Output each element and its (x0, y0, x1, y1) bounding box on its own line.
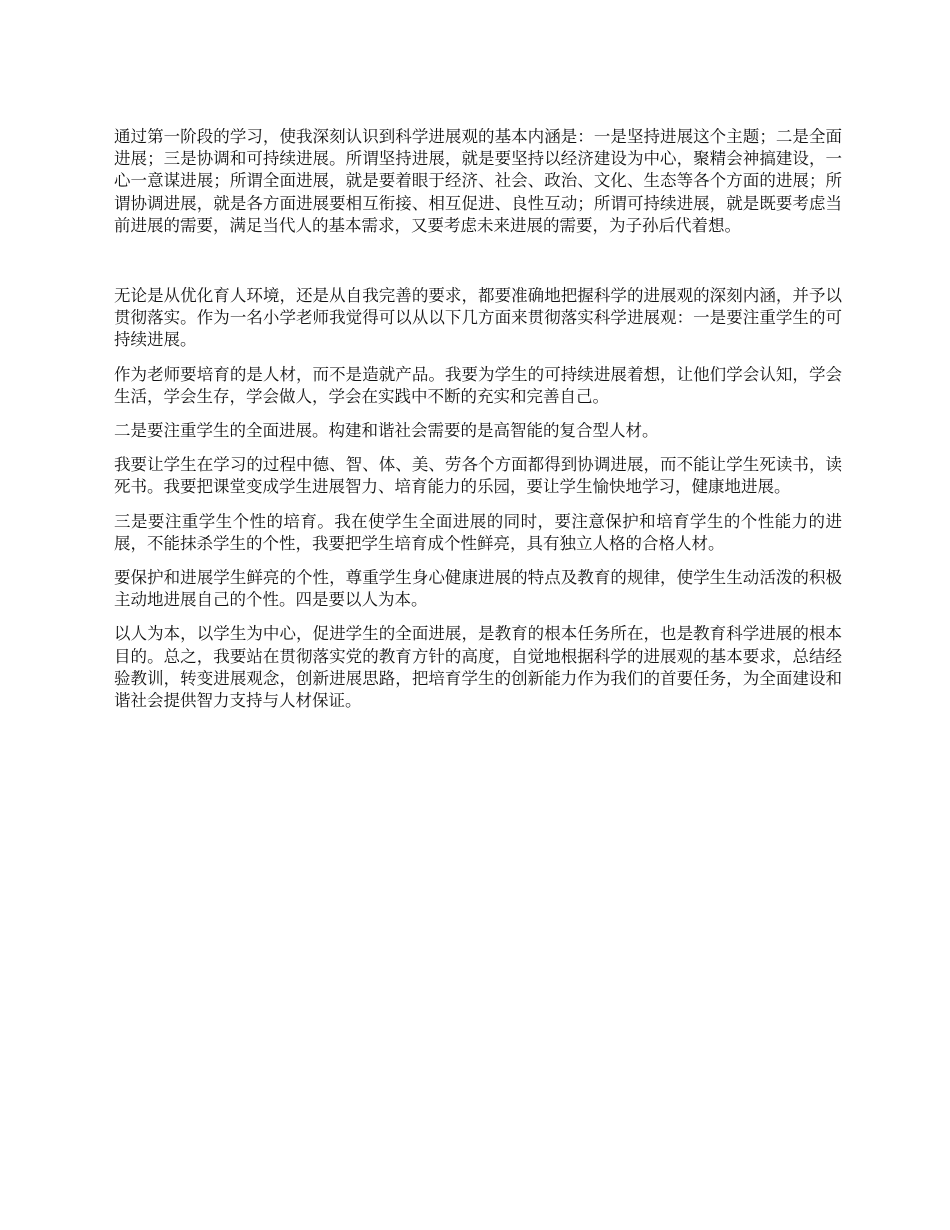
paragraph-4: 二是要注重学生的全面进展。构建和谐社会需要的是高智能的复合型人材。 (114, 421, 659, 441)
paragraph-3: 作为老师要培育的是人材，而不是造就产品。我要为学生的可持续进展着想，让他们学会认知，学会生活，学会生存，学会做人，学会在实践中不断的充实和完善自己。 (114, 364, 842, 406)
paragraph-1: 通过第一阶段的学习，使我深刻认识到科学进展观的基本内涵是：一是坚持进展这个主题；二是全面进展；三是协调和可持续进展。所谓坚持进展，就是要坚持以经济建设为中心，聚精会神搞建设，一心一意谋进展；所谓全面进展，就是要着眼于经济、社会、政治、文化、生态等各个方面的进展；所谓协调进展，就是各方面进展要相互衔接、相互促进、良性互动；所谓可持续进展，就是既要考虑当前进展的需要，满足当代人的基本需求，又要考虑未来进展的需要，为子孙后代着想。 (114, 127, 842, 235)
paragraph-6: 三是要注重学生个性的培育。我在使学生全面进展的同时，要注意保护和培育学生的个性能力的进展，不能抹杀学生的个性，我要把学生培育成个性鲜亮，具有独立人格的合格人材。 (114, 511, 842, 553)
paragraph-5: 我要让学生在学习的过程中德、智、体、美、劳各个方面都得到协调进展，而不能让学生死读书，读死书。我要把课堂变成学生进展智力、培育能力的乐园，要让学生愉快地学习，健康地进展。 (114, 455, 842, 497)
paragraph-8: 以人为本，以学生为中心，促进学生的全面进展，是教育的根本任务所在，也是教育科学进展的根本目的。总之，我要站在贯彻落实党的教育方针的高度，自觉地根据科学的进展观的基本要求，总结经验教训，转变进展观念，创新进展思路，把培育学生的创新能力作为我们的首要任务，为全面建设和谐社会提供智力支持与人材保证。 (114, 624, 842, 711)
paragraph-gap (114, 237, 842, 285)
paragraph-2: 无论是从优化育人环境，还是从自我完善的要求，都要准确地把握科学的进展观的深刻内涵，并予以贯彻落实。作为一名小学老师我觉得可以从以下几方面来贯彻落实科学进展观：一是要注重学生的可持续进展。 (114, 286, 842, 350)
paragraph-7: 要保护和进展学生鲜亮的个性，尊重学生身心健康进展的特点及教育的规律，使学生生动活泼的积极主动地进展自己的个性。四是要以人为本。 (114, 568, 842, 610)
document-body (114, 126, 842, 724)
